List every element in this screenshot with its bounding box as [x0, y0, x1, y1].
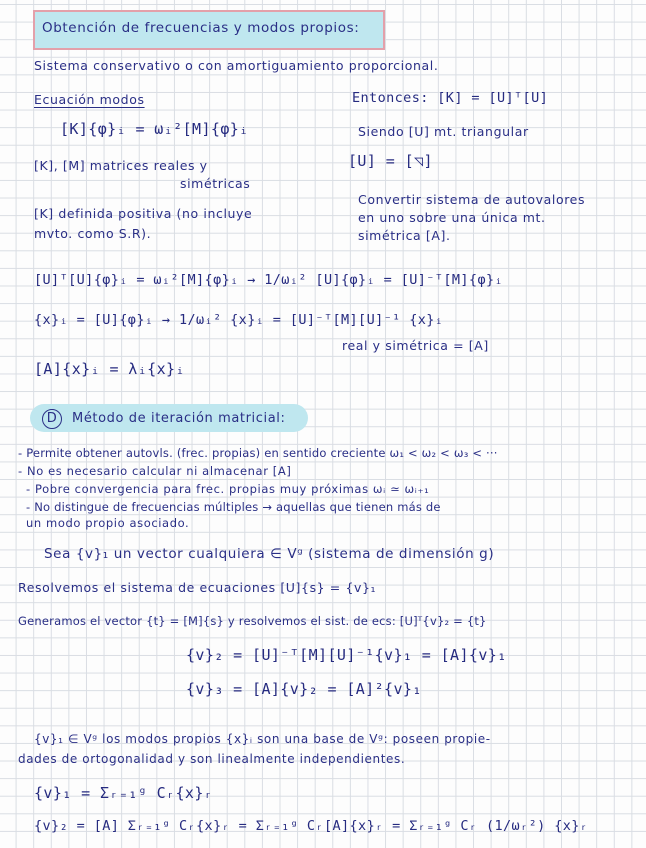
equation-line-3: [A]{x}ᵢ = λᵢ{x}ᵢ: [34, 360, 185, 378]
right-text-2c: simétrica [A].: [358, 228, 451, 243]
intro-text: Sistema conservativo o con amortiguamiento proporcional.: [34, 58, 439, 73]
sum-equation-2: {v}₂ = [A] Σᵣ₌₁ᵍ Cᵣ{x}ᵣ = Σᵣ₌₁ᵍ Cᵣ[A]{x}ᵣ = Σᵣ₌₁ᵍ Cᵣ (1/ωᵣ²) {x}ᵣ: [34, 818, 589, 834]
bullet-1: - Permite obtener autovls. (frec. propias) en sentido creciente ω₁ < ω₂ < ω₃ < ···: [18, 446, 498, 460]
right-text-2a: Convertir sistema de autovalores: [358, 192, 586, 207]
resolvemos-statement: Resolvemos el sistema de ecuaciones [U]{s} = {v}₁: [18, 580, 377, 595]
right-equation-2: [U] = [◹]: [348, 152, 433, 170]
equation-line-2: {x}ᵢ = [U]{φ}ᵢ → 1/ωᵢ² {x}ᵢ = [U]⁻ᵀ[M][U]⁻¹ {x}ᵢ: [34, 312, 444, 328]
section2-title: [42, 409, 286, 429]
sum-equation-1: {v}₁ = Σᵣ₌₁ᵍ Cᵣ{x}ᵣ: [34, 784, 214, 802]
equation-line-1: [U]ᵀ[U]{φ}ᵢ = ωᵢ²[M]{φ}ᵢ → 1/ωᵢ² [U]{φ}ᵢ = [U]⁻ᵀ[M]{φ}ᵢ: [34, 272, 504, 288]
section-letter-badge: D: [42, 409, 62, 429]
section2-title-text: Método de iteración matricial:: [72, 411, 286, 426]
left-text-1b: simétricas: [180, 176, 251, 191]
section1-title: Obtención de frecuencias y modos propios:: [42, 20, 360, 36]
left-text-1a: [K], [M] matrices reales y: [34, 158, 208, 173]
equation-v2: {v}₂ = [U]⁻ᵀ[M][U]⁻¹{v}₁ = [A]{v}₁: [186, 646, 507, 664]
equation-note: real y simétrica = [A]: [342, 338, 489, 353]
left-text-2b: mvto. como S.R).: [34, 226, 152, 241]
equation-v3: {v}₃ = [A]{v}₂ = [A]²{v}₁: [186, 680, 422, 698]
right-equation-1: Entonces: [K] = [U]ᵀ[U]: [352, 90, 549, 106]
bullet-4: - No distingue de frecuencias múltiples → aquellas que tienen más de: [26, 500, 441, 514]
left-equation: [K]{φ}ᵢ = ωᵢ²[M]{φ}ᵢ: [60, 120, 249, 138]
left-text-2a: [K] definida positiva (no incluye: [34, 206, 253, 221]
bullet-3: - Pobre convergencia para frec. propias muy próximas ωᵢ ≃ ωᵢ₊₁: [26, 482, 430, 496]
right-text-1: Siendo [U] mt. triangular: [358, 124, 529, 139]
right-text-2b: en uno sobre una única mt.: [358, 210, 546, 225]
left-heading: Ecuación modos: [34, 92, 145, 107]
base-text-1: {v}₁ ∈ Vᵍ los modos propios {x}ᵢ son una base de Vᵍ: poseen propie-: [34, 732, 491, 746]
generamos-statement: Generamos el vector {t} = [M]{s} y resolvemos el sist. de ecs: [U]ᵀ{v}₂ = {t}: [18, 614, 487, 628]
bullet-5: un modo propio asociado.: [26, 516, 190, 530]
bullet-2: - No es necesario calcular ni almacenar [A]: [18, 464, 292, 478]
sea-statement: Sea {v}₁ un vector cualquiera ∈ Vᵍ (sistema de dimensión g): [44, 546, 495, 562]
base-text-2: dades de ortogonalidad y son linealmente independientes.: [18, 752, 406, 766]
